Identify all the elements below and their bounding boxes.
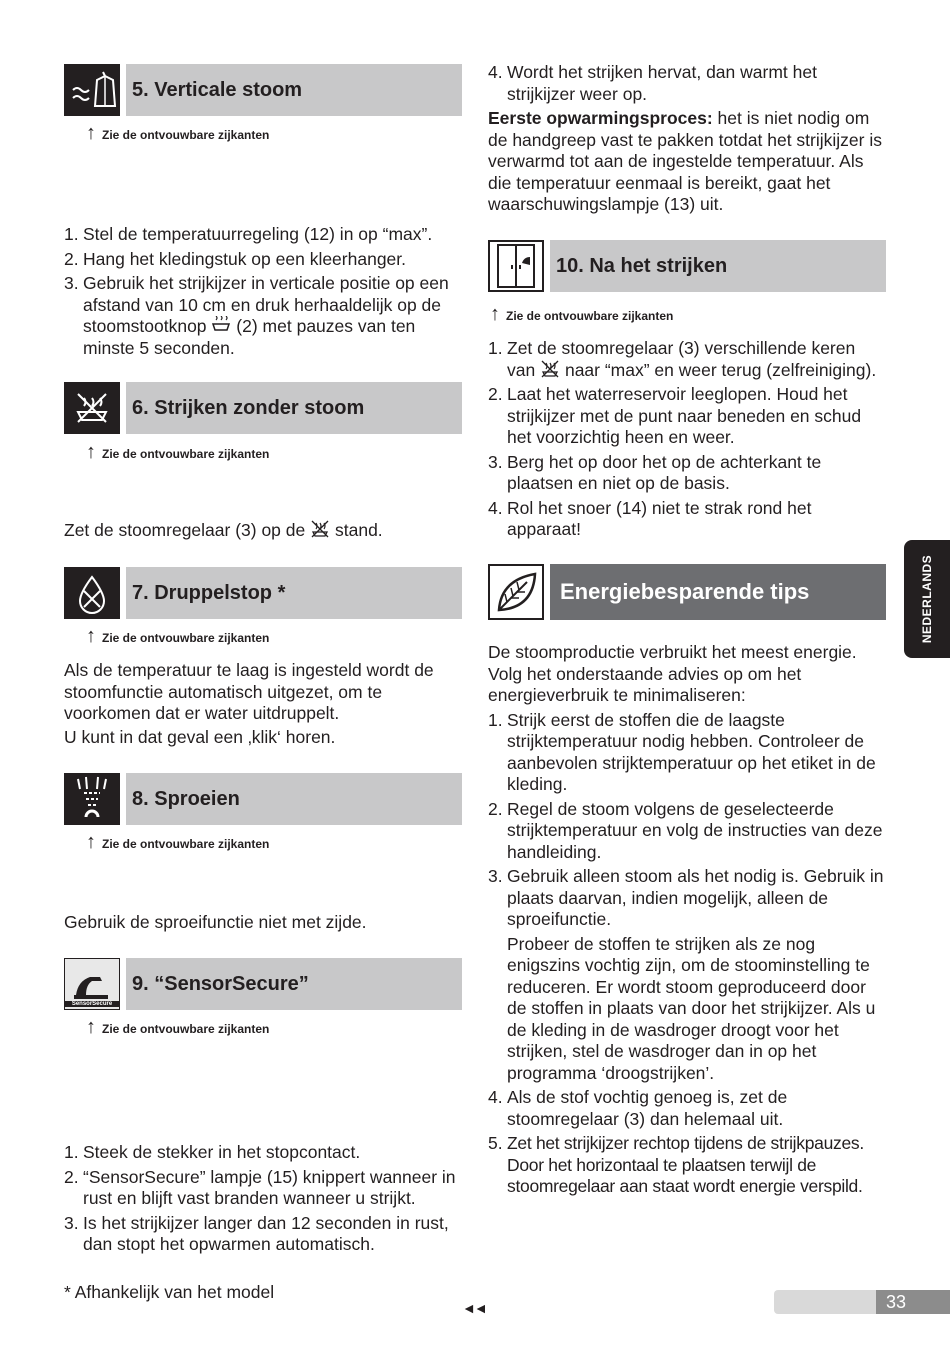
section-8-header — [64, 773, 462, 825]
section-10-title: 10. Na het strijken — [550, 240, 886, 292]
foldout-note — [86, 1018, 269, 1036]
section-8-title: 8. Sproeien — [126, 773, 462, 825]
energy-content — [488, 642, 888, 1201]
section-7-header — [64, 567, 462, 619]
list-item: 1. Strijk eerst de stoffen die de laagste strijktemperatuur nodig hebben. Controleer de aanbevolen strijktemperatuur op het etiket in de kleding. — [488, 709, 876, 794]
section-7-title: 7. Druppelstop * — [126, 567, 462, 619]
foldout-note-text: Zie de ontvouwbare zijkanten — [102, 631, 270, 645]
up-arrow-icon: ↑ — [86, 122, 96, 144]
drip-stop-icon — [64, 567, 120, 619]
language-side-tab — [904, 540, 950, 658]
section-10-list — [488, 338, 888, 544]
energy-title: Energiebesparende tips — [550, 564, 886, 620]
foldout-note-text: Zie de ontvouwbare zijkanten — [102, 1022, 270, 1036]
leaf-icon — [488, 564, 544, 620]
list-item: 3. Gebruik alleen stoom als het nodig is. Gebruik in plaats daarvan, indien mogelijk, alleen de sproeifunctie. Probeer de stoffen te strijken als ze nog enigszins vochtig zijn, om de stoominstelling te reduceren. Er wordt stoom geproduceerd door de stoffen in plaats van door het strijkijzer. Als u de kleding in de wasdroger droogt voor het strijken, stel de wasdroger dan in op het programma ‘droogstrijken’. — [488, 866, 884, 1083]
list-item: 2. Hang het kledingstuk op een kleerhanger. — [64, 248, 407, 269]
section-6-header — [64, 382, 462, 434]
paragraph: Eerste opwarmingsproces: het is niet nodig om de handgreep vast te pakken totdat het strijkijzer is verwarmd tot aan de ingestelde temperatuur. Als die temperatuur eenmaal is bereikt, gaat het waarschuwingslampje (13) uit. — [488, 108, 882, 214]
sensorsecure-icon-label: SensorSecure — [65, 1001, 119, 1007]
list-item: 3. Berg het op door het op de achterkant te plaatsen en niet op de basis. — [488, 451, 822, 493]
section-7-text — [64, 660, 464, 748]
foldout-note-text: Zie de ontvouwbare zijkanten — [102, 128, 270, 142]
section-9-continued — [488, 62, 888, 216]
no-steam-small-icon — [310, 520, 330, 538]
paragraph: U kunt in dat geval een ‚klik‘ horen. — [64, 726, 336, 747]
energy-header — [488, 564, 886, 620]
section-5-header — [64, 64, 462, 116]
nav-arrows-icon: ◄◄ — [462, 1300, 486, 1316]
spray-icon — [64, 773, 120, 825]
page-number: 33 — [876, 1290, 950, 1314]
foldout-note — [86, 833, 269, 851]
section-6-text: Zet de stoomregelaar (3) op de stand. — [64, 520, 383, 540]
section-5-title: 5. Verticale stoom — [126, 64, 462, 116]
cupboard-icon — [488, 240, 544, 292]
list-item: 1. Zet de stoomregelaar (3) verschillende keren van naar “max” en weer terug (zelfreiniging). — [488, 338, 877, 380]
paragraph: Als de temperatuur te laag is ingesteld wordt de stoomfunctie automatisch uitgezet, om te voorkomen dat er water uitdruppelt. — [64, 660, 434, 723]
paragraph: De stoomproductie verbruikt het meest energie. Volg het onderstaande advies op om het energieverbruik te minimaliseren: — [488, 642, 857, 705]
list-item: 2. “SensorSecure” lampje (15) knippert wanneer in rust en blijft vast branden wanneer u strijkt. — [64, 1166, 456, 1208]
list-item: 1. Stel de temperatuurregeling (12) in op “max”. — [64, 224, 433, 244]
sensorsecure-icon — [64, 958, 120, 1010]
footnote: * Afhankelijk van het model — [64, 1282, 275, 1302]
list-item: 3. Gebruik het strijkijzer in verticale positie op een afstand van 10 cm en druk herhaaldelijk op de stoomstootknop (2) met pauzes van ten minste 5 seconden. — [64, 273, 449, 358]
list-item: 3. Is het strijkijzer langer dan 12 seconden in rust, dan stopt het opwarmen automatisch. — [64, 1212, 449, 1254]
foldout-note — [86, 124, 269, 142]
no-steam-small-icon — [540, 360, 560, 378]
section-10-header — [488, 240, 886, 292]
foldout-note — [490, 305, 673, 323]
foldout-note-text: Zie de ontvouwbare zijkanten — [102, 447, 270, 461]
up-arrow-icon: ↑ — [86, 625, 96, 647]
list-item: 2. Laat het waterreservoir leeglopen. Houd het strijkijzer met de punt naar beneden en schud het voorzichtig heen en weer. — [488, 384, 862, 447]
list-item: 1. Steek de stekker in het stopcontact. — [64, 1142, 361, 1162]
list-item: 2. Regel de stoom volgens de geselecteerde strijktemperatuur en volg de instructies van deze handleiding. — [488, 798, 883, 862]
up-arrow-icon: ↑ — [86, 441, 96, 463]
up-arrow-icon: ↑ — [86, 831, 96, 853]
list-item: 4. Rol het snoer (14) niet te strak rond het apparaat! — [488, 497, 812, 539]
foldout-note — [86, 443, 269, 461]
foldout-note — [86, 627, 269, 645]
list-item: 4. Als de stof vochtig genoeg is, zet de stoomregelaar (3) dan helemaal uit. — [488, 1087, 788, 1129]
up-arrow-icon: ↑ — [86, 1016, 96, 1038]
foldout-note-text: Zie de ontvouwbare zijkanten — [506, 309, 674, 323]
bold-label: Eerste opwarmingsproces: — [488, 108, 713, 128]
section-9-list — [64, 1142, 464, 1259]
list-item: 4. Wordt het strijken hervat, dan warmt het strijkijzer weer op. — [488, 62, 817, 104]
section-9-header — [64, 958, 462, 1010]
language-label: NEDERLANDS — [920, 554, 934, 644]
section-9-title: 9. “SensorSecure” — [126, 958, 462, 1010]
steam-burst-icon — [211, 316, 231, 334]
section-8-text: Gebruik de sproeifunctie niet met zijde. — [64, 912, 367, 932]
foldout-note-text: Zie de ontvouwbare zijkanten — [102, 837, 270, 851]
no-steam-icon — [64, 382, 120, 434]
vertical-steam-icon — [64, 64, 120, 116]
section-6-title: 6. Strijken zonder stoom — [126, 382, 462, 434]
section-5-list — [64, 224, 464, 362]
up-arrow-icon: ↑ — [490, 303, 500, 325]
list-item: 5. Zet het strijkijzer rechtop tijdens de strijkpauzes. Door het horizontaal te plaatsen terwijl de stoomregelaar aan staat wordt energie verspild. — [488, 1133, 864, 1196]
